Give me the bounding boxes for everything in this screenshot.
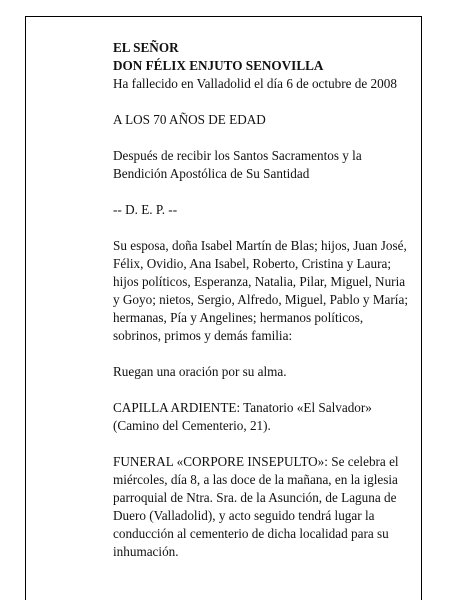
dep-line: -- D. E. P. -- [113, 202, 178, 217]
chapel-line: (Camino del Cementerio, 21). [113, 418, 271, 433]
sacraments-line: Bendición Apostólica de Su Santidad [113, 166, 310, 181]
death-notice: Ha fallecido en Valladolid el día 6 de octubre de 2008 [113, 76, 397, 91]
funeral-line: conducción al cementerio de dicha localidad para su [113, 526, 389, 541]
family-line: Félix, Ovidio, Ana Isabel, Roberto, Cristina y Laura; [113, 256, 391, 271]
family-line: y Goyo; nietos, Sergio, Alfredo, Miguel, Pablo y María; [113, 292, 408, 307]
family-line: hermanas, Pía y Angelines; hermanos políticos, [113, 310, 364, 325]
chapel-line: CAPILLA ARDIENTE: Tanatorio «El Salvador» [113, 400, 372, 415]
sacraments-line: Después de recibir los Santos Sacramentos y la [113, 148, 362, 163]
funeral-line: inhumación. [113, 544, 179, 559]
family-line: sobrinos, primos y demás familia: [113, 328, 293, 343]
deceased-name: DON FÉLIX ENJUTO SENOVILLA [113, 58, 324, 73]
funeral-line: parroquial de Ntra. Sra. de la Asunción, de Laguna de [113, 490, 397, 505]
age-line: A LOS 70 AÑOS DE EDAD [113, 112, 266, 127]
heading-title: EL SEÑOR [113, 40, 179, 55]
family-line: Su esposa, doña Isabel Martín de Blas; hijos, Juan José, [113, 238, 407, 253]
funeral-line: Duero (Valladolid), y acto seguido tendrá lugar la [113, 508, 375, 523]
prayer-line: Ruegan una oración por su alma. [113, 364, 287, 379]
obituary-text [113, 39, 413, 561]
funeral-line: FUNERAL «CORPORE INSEPULTO»: Se celebra el [113, 454, 399, 469]
family-line: hijos políticos, Esperanza, Natalia, Pilar, Miguel, Nuria [113, 274, 406, 289]
funeral-line: miércoles, día 8, a las doce de la mañana, en la iglesia [113, 472, 398, 487]
